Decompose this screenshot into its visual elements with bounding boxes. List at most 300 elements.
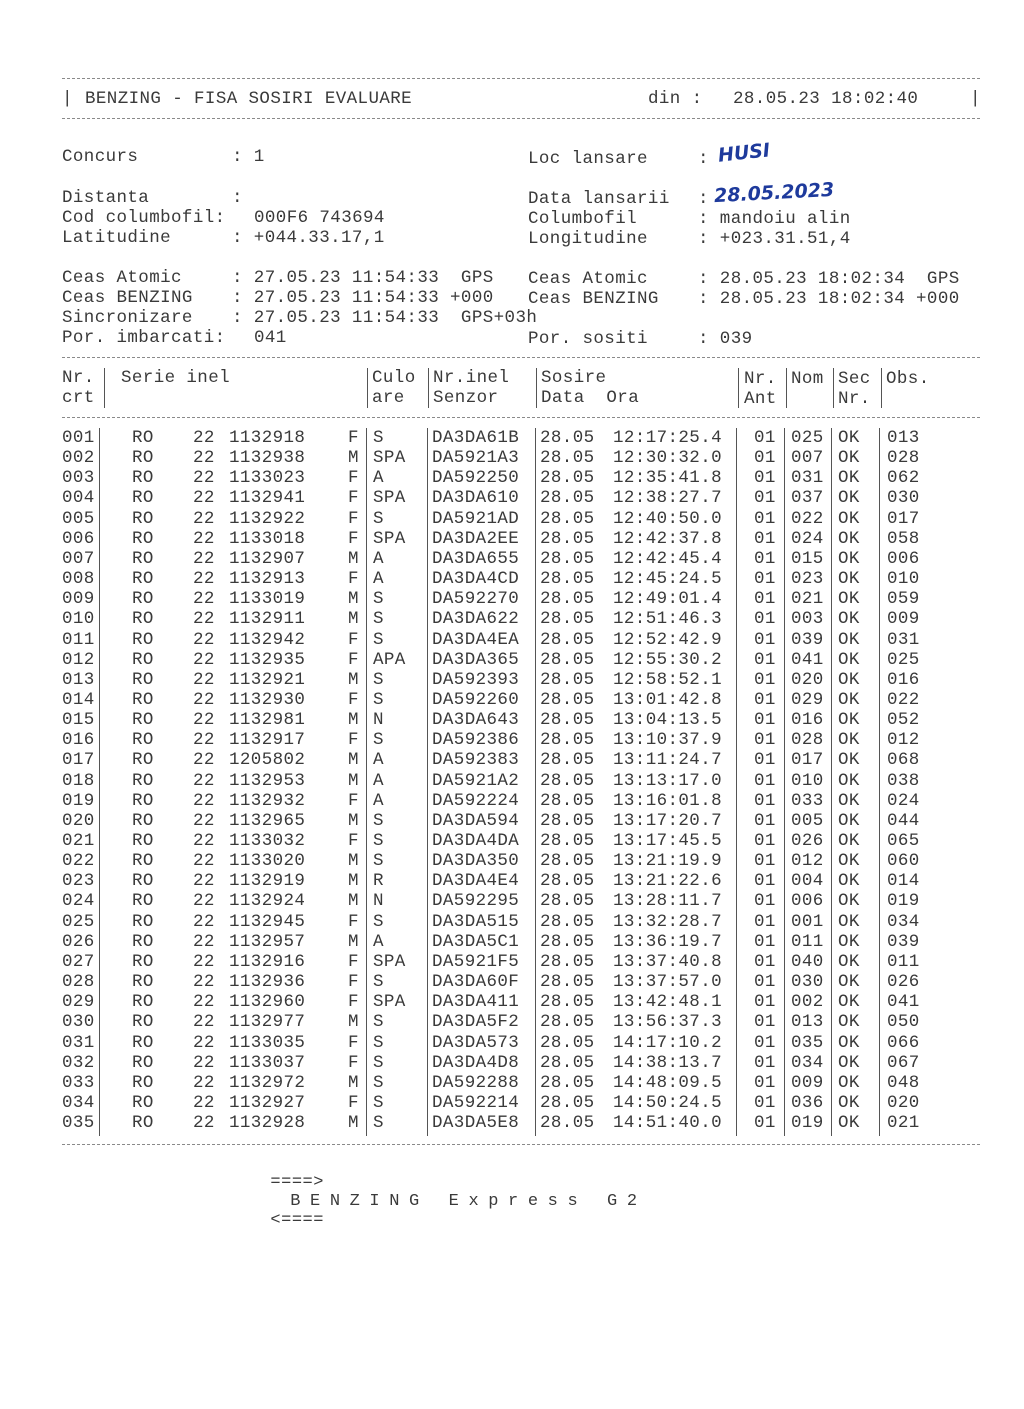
- table-row: [0, 992, 1024, 1012]
- cell-time: 13:21:19.9: [613, 851, 723, 872]
- cell-time: 12:35:41.8: [613, 468, 723, 489]
- cell-sensor: DA3DA5C1: [432, 931, 520, 952]
- cell-antenna: 01: [754, 750, 776, 771]
- latitudine-value: : +044.33.17,1: [232, 228, 385, 248]
- cell-date: 28.05: [540, 448, 595, 469]
- cell-time: 14:38:13.7: [613, 1052, 723, 1073]
- cell-sensor: DA3DA411: [432, 992, 520, 1013]
- header-sec-nr: Nr.: [838, 389, 871, 409]
- cell-antenna: 01: [754, 1072, 776, 1093]
- cell-nr-crt: 005: [62, 508, 95, 529]
- cell-ring-number: 1132927: [229, 1092, 306, 1113]
- cell-sex: F: [348, 730, 359, 751]
- cell-date: 28.05: [540, 528, 595, 549]
- cell-sensor: DA3DA4CD: [432, 569, 520, 590]
- cell-color: SPA: [373, 528, 406, 549]
- ceas-atomic-label: Ceas Atomic: [62, 268, 182, 288]
- cell-sec: OK: [838, 609, 860, 630]
- cell-nom: 013: [791, 1012, 824, 1033]
- cell-nom: 039: [791, 629, 824, 650]
- cell-sensor: DA3DA515: [432, 911, 520, 932]
- table-row: [0, 1053, 1024, 1073]
- cell-nr-crt: 015: [62, 710, 95, 731]
- cell-time: 14:48:09.5: [613, 1072, 723, 1093]
- cell-color: A: [373, 569, 384, 590]
- cell-antenna: 01: [754, 1012, 776, 1033]
- cell-obs: 050: [887, 1012, 920, 1033]
- cell-year: 22: [193, 1032, 215, 1053]
- cell-year: 22: [193, 770, 215, 791]
- cell-obs: 006: [887, 548, 920, 569]
- cell-year: 22: [193, 931, 215, 952]
- cell-nr-crt: 007: [62, 548, 95, 569]
- cell-date: 28.05: [540, 710, 595, 731]
- cell-sensor: DA5921F5: [432, 951, 520, 972]
- cell-sensor: DA592214: [432, 1092, 520, 1113]
- cell-color: N: [373, 891, 384, 912]
- col-divider: [786, 368, 787, 408]
- cell-nom: 023: [791, 569, 824, 590]
- distanta-label: Distanta: [62, 188, 150, 208]
- cell-ring-number: 1132918: [229, 428, 306, 448]
- cell-date: 28.05: [540, 669, 595, 690]
- table-row: [0, 1033, 1024, 1053]
- cell-color: S: [373, 911, 384, 932]
- header-data-ora: Data Ora: [541, 388, 640, 408]
- cell-color: S: [373, 1052, 384, 1073]
- header-nr-ant: Nr.: [744, 369, 777, 389]
- cell-sensor: DA3DA5E8: [432, 1113, 520, 1134]
- cell-nom: 022: [791, 508, 824, 529]
- cell-sec: OK: [838, 488, 860, 509]
- cell-date: 28.05: [540, 569, 595, 590]
- cell-obs: 044: [887, 810, 920, 831]
- cell-year: 22: [193, 951, 215, 972]
- cell-date: 28.05: [540, 790, 595, 811]
- cell-year: 22: [193, 609, 215, 630]
- cell-sensor: DA3DA573: [432, 1032, 520, 1053]
- cell-nr-crt: 016: [62, 730, 95, 751]
- cell-country: RO: [132, 871, 154, 892]
- cell-sex: F: [348, 831, 359, 851]
- cell-country: RO: [132, 528, 154, 549]
- cell-nr-crt: 035: [62, 1113, 95, 1134]
- cell-date: 28.05: [540, 992, 595, 1013]
- cell-obs: 020: [887, 1092, 920, 1113]
- cell-sensor: DA592260: [432, 689, 520, 710]
- cell-antenna: 01: [754, 931, 776, 952]
- cell-antenna: 01: [754, 589, 776, 610]
- cell-time: 13:37:40.8: [613, 951, 723, 972]
- cell-color: S: [373, 609, 384, 630]
- cell-ring-number: 1132957: [229, 931, 306, 952]
- cell-nom: 036: [791, 1092, 824, 1113]
- cell-nom: 005: [791, 810, 824, 831]
- cell-obs: 038: [887, 770, 920, 791]
- cell-obs: 025: [887, 649, 920, 670]
- header-nom: Nom: [791, 369, 824, 389]
- cell-sensor: DA5921A2: [432, 770, 520, 791]
- cell-antenna: 01: [754, 1052, 776, 1073]
- cell-year: 22: [193, 589, 215, 610]
- cell-antenna: 01: [754, 1092, 776, 1113]
- cell-time: 13:36:19.7: [613, 931, 723, 952]
- date-value: 28.05.23 18:02:40: [733, 89, 919, 109]
- cell-sex: M: [348, 931, 359, 952]
- col-divider: [881, 368, 882, 408]
- cell-date: 28.05: [540, 548, 595, 569]
- cell-obs: 028: [887, 448, 920, 469]
- cell-nom: 009: [791, 1072, 824, 1093]
- footer-right-arrow: <====: [270, 1211, 324, 1230]
- cell-color: SPA: [373, 448, 406, 469]
- cell-color: SPA: [373, 992, 406, 1013]
- header-obs: Obs.: [886, 369, 930, 389]
- cell-antenna: 01: [754, 569, 776, 590]
- cell-nom: 016: [791, 710, 824, 731]
- cell-obs: 059: [887, 589, 920, 610]
- cell-country: RO: [132, 468, 154, 489]
- cell-nom: 026: [791, 831, 824, 851]
- cell-color: SPA: [373, 951, 406, 972]
- cell-year: 22: [193, 448, 215, 469]
- cell-date: 28.05: [540, 508, 595, 529]
- cell-color: S: [373, 730, 384, 751]
- cell-color: S: [373, 1072, 384, 1093]
- cell-sec: OK: [838, 871, 860, 892]
- cell-year: 22: [193, 831, 215, 851]
- col-divider: [367, 368, 368, 408]
- cell-date: 28.05: [540, 750, 595, 771]
- columbofil-value: : mandoiu alin: [698, 209, 851, 229]
- cell-sex: M: [348, 710, 359, 731]
- cell-year: 22: [193, 1052, 215, 1073]
- cell-color: A: [373, 931, 384, 952]
- cell-nr-crt: 009: [62, 589, 95, 610]
- cell-year: 22: [193, 790, 215, 811]
- report-title: BENZING - FISA SOSIRI EVALUARE: [85, 89, 413, 109]
- cell-sec: OK: [838, 689, 860, 710]
- table-row: [0, 791, 1024, 811]
- cell-time: 12:51:46.3: [613, 609, 723, 630]
- cell-sex: F: [348, 1052, 359, 1073]
- cell-ring-number: 1132907: [229, 548, 306, 569]
- cell-nr-crt: 006: [62, 528, 95, 549]
- cell-date: 28.05: [540, 851, 595, 872]
- cell-color: A: [373, 548, 384, 569]
- cell-sex: F: [348, 569, 359, 590]
- cell-nr-crt: 004: [62, 488, 95, 509]
- cell-antenna: 01: [754, 871, 776, 892]
- cell-date: 28.05: [540, 1092, 595, 1113]
- header-sosire: Sosire: [541, 368, 607, 388]
- cell-color: S: [373, 851, 384, 872]
- footer-left-arrow: ====>: [270, 1173, 324, 1192]
- cell-nom: 006: [791, 891, 824, 912]
- cell-nom: 004: [791, 871, 824, 892]
- cell-ring-number: 1132936: [229, 972, 306, 993]
- cell-sec: OK: [838, 649, 860, 670]
- cell-sex: F: [348, 629, 359, 650]
- cell-color: A: [373, 750, 384, 771]
- cell-sex: M: [348, 589, 359, 610]
- cell-nom: 025: [791, 428, 824, 448]
- cell-sec: OK: [838, 810, 860, 831]
- table-row: [0, 428, 1024, 448]
- cell-sensor: DA3DA655: [432, 548, 520, 569]
- cell-sensor: DA3DA350: [432, 851, 520, 872]
- cell-ring-number: 1132924: [229, 891, 306, 912]
- cell-time: 12:58:52.1: [613, 669, 723, 690]
- cell-nr-crt: 030: [62, 1012, 95, 1033]
- cell-nr-crt: 022: [62, 851, 95, 872]
- cell-year: 22: [193, 548, 215, 569]
- header-culo: Culo: [372, 368, 416, 388]
- cell-antenna: 01: [754, 448, 776, 469]
- cell-sex: F: [348, 428, 359, 448]
- cell-time: 13:42:48.1: [613, 992, 723, 1013]
- cell-nom: 031: [791, 468, 824, 489]
- cell-antenna: 01: [754, 1113, 776, 1134]
- table-bottom-rule: [62, 1144, 980, 1145]
- cell-antenna: 01: [754, 488, 776, 509]
- cell-nom: 030: [791, 972, 824, 993]
- cell-obs: 041: [887, 992, 920, 1013]
- cell-ring-number: 1132922: [229, 508, 306, 529]
- cell-time: 12:49:01.4: [613, 589, 723, 610]
- concurs-value: : 1: [232, 147, 265, 167]
- cell-sensor: DA3DA60F: [432, 972, 520, 993]
- cell-time: 14:51:40.0: [613, 1113, 723, 1134]
- cell-sex: M: [348, 669, 359, 690]
- cell-country: RO: [132, 931, 154, 952]
- cell-nom: 021: [791, 589, 824, 610]
- cell-country: RO: [132, 951, 154, 972]
- cell-obs: 014: [887, 871, 920, 892]
- table-top-rule: [62, 357, 980, 358]
- cell-year: 22: [193, 810, 215, 831]
- distanta-value: :: [232, 188, 243, 208]
- cell-time: 13:37:57.0: [613, 972, 723, 993]
- cell-sensor: DA3DA61B: [432, 428, 520, 448]
- cell-antenna: 01: [754, 508, 776, 529]
- cell-sensor: DA3DA643: [432, 710, 520, 731]
- table-row: [0, 569, 1024, 589]
- cell-obs: 030: [887, 488, 920, 509]
- cell-year: 22: [193, 730, 215, 751]
- cell-obs: 019: [887, 891, 920, 912]
- cell-year: 22: [193, 992, 215, 1013]
- cell-nom: 001: [791, 911, 824, 932]
- cell-sec: OK: [838, 831, 860, 851]
- cell-sex: M: [348, 770, 359, 791]
- header-sec: Sec: [838, 369, 871, 389]
- cell-country: RO: [132, 770, 154, 791]
- cell-time: 13:01:42.8: [613, 689, 723, 710]
- table-row: [0, 549, 1024, 569]
- header-ant: Ant: [744, 389, 777, 409]
- cell-sec: OK: [838, 528, 860, 549]
- cell-country: RO: [132, 730, 154, 751]
- table-row: [0, 891, 1024, 911]
- cell-nr-crt: 020: [62, 810, 95, 831]
- cell-color: S: [373, 589, 384, 610]
- cell-year: 22: [193, 689, 215, 710]
- cell-country: RO: [132, 569, 154, 590]
- cell-country: RO: [132, 1012, 154, 1033]
- cell-sex: F: [348, 689, 359, 710]
- cell-nr-crt: 029: [62, 992, 95, 1013]
- cell-sex: F: [348, 488, 359, 509]
- cell-color: S: [373, 972, 384, 993]
- cell-nr-crt: 011: [62, 629, 95, 650]
- cell-time: 13:13:17.0: [613, 770, 723, 791]
- cell-sex: M: [348, 448, 359, 469]
- cell-time: 12:45:24.5: [613, 569, 723, 590]
- cell-color: N: [373, 710, 384, 731]
- cell-sex: F: [348, 972, 359, 993]
- cell-color: SPA: [373, 488, 406, 509]
- cell-ring-number: 1132932: [229, 790, 306, 811]
- cell-nr-crt: 023: [62, 871, 95, 892]
- cell-ring-number: 1132917: [229, 730, 306, 751]
- cell-nom: 012: [791, 851, 824, 872]
- cell-sec: OK: [838, 508, 860, 529]
- cell-nr-crt: 003: [62, 468, 95, 489]
- cell-nr-crt: 028: [62, 972, 95, 993]
- date-label: din :: [648, 89, 703, 109]
- cell-ring-number: 1133018: [229, 528, 306, 549]
- cell-country: RO: [132, 548, 154, 569]
- cell-ring-number: 1132942: [229, 629, 306, 650]
- cell-sex: M: [348, 810, 359, 831]
- cell-time: 13:17:20.7: [613, 810, 723, 831]
- table-row: [0, 1012, 1024, 1032]
- ceas-benzing-value: : 27.05.23 11:54:33 +000: [232, 288, 494, 308]
- cell-country: RO: [132, 1072, 154, 1093]
- cell-sec: OK: [838, 569, 860, 590]
- cell-time: 13:28:11.7: [613, 891, 723, 912]
- cell-nom: 041: [791, 649, 824, 670]
- cell-sec: OK: [838, 629, 860, 650]
- table-row: [0, 952, 1024, 972]
- cell-antenna: 01: [754, 689, 776, 710]
- cell-date: 28.05: [540, 831, 595, 851]
- cell-sex: M: [348, 1072, 359, 1093]
- cell-sec: OK: [838, 448, 860, 469]
- cell-year: 22: [193, 750, 215, 771]
- cod-columbofil-value: 000F6 743694: [254, 208, 385, 228]
- cell-sec: OK: [838, 1092, 860, 1113]
- cell-time: 12:55:30.2: [613, 649, 723, 670]
- cell-antenna: 01: [754, 468, 776, 489]
- cell-country: RO: [132, 851, 154, 872]
- cell-ring-number: 1132941: [229, 488, 306, 509]
- cell-sex: M: [348, 851, 359, 872]
- cell-year: 22: [193, 710, 215, 731]
- cell-ring-number: 1132938: [229, 448, 306, 469]
- footer-brand: [228, 1154, 666, 1249]
- header-nr: Nr.: [62, 368, 95, 388]
- cell-color: S: [373, 629, 384, 650]
- cell-year: 22: [193, 669, 215, 690]
- header-crt: crt: [62, 388, 95, 408]
- cell-sex: F: [348, 790, 359, 811]
- cell-ring-number: 1133037: [229, 1052, 306, 1073]
- cell-date: 28.05: [540, 629, 595, 650]
- cell-time: 13:11:24.7: [613, 750, 723, 771]
- cell-country: RO: [132, 710, 154, 731]
- sincronizare-label: Sincronizare: [62, 308, 193, 328]
- cell-ring-number: 1133020: [229, 851, 306, 872]
- cell-nom: 024: [791, 528, 824, 549]
- cell-color: S: [373, 689, 384, 710]
- table-row: [0, 589, 1024, 609]
- table-row: [0, 630, 1024, 650]
- cell-nr-crt: 017: [62, 750, 95, 771]
- cell-color: S: [373, 1032, 384, 1053]
- cell-sex: M: [348, 891, 359, 912]
- cell-antenna: 01: [754, 831, 776, 851]
- data-lansarii-label: Data lansarii: [528, 189, 670, 209]
- cell-sensor: DA3DA4DA: [432, 831, 520, 851]
- cell-nom: 017: [791, 750, 824, 771]
- cell-antenna: 01: [754, 891, 776, 912]
- cod-columbofil-label: Cod columbofil:: [62, 208, 226, 228]
- cell-country: RO: [132, 488, 154, 509]
- cell-obs: 067: [887, 1052, 920, 1073]
- cell-date: 28.05: [540, 1052, 595, 1073]
- cell-sex: F: [348, 528, 359, 549]
- table-row: [0, 710, 1024, 730]
- cell-sensor: DA5921AD: [432, 508, 520, 529]
- header-serie-inel: Serie inel: [121, 368, 231, 388]
- cell-color: S: [373, 428, 384, 448]
- cell-country: RO: [132, 891, 154, 912]
- cell-country: RO: [132, 589, 154, 610]
- cell-obs: 022: [887, 689, 920, 710]
- cell-ring-number: 1133035: [229, 1032, 306, 1053]
- cell-sex: M: [348, 548, 359, 569]
- cell-time: 14:50:24.5: [613, 1092, 723, 1113]
- cell-nom: 034: [791, 1052, 824, 1073]
- cell-sec: OK: [838, 1012, 860, 1033]
- cell-time: 13:21:22.6: [613, 871, 723, 892]
- cell-sex: F: [348, 1092, 359, 1113]
- cell-year: 22: [193, 629, 215, 650]
- cell-year: 22: [193, 891, 215, 912]
- latitudine-label: Latitudine: [62, 228, 172, 248]
- cell-sec: OK: [838, 1032, 860, 1053]
- cell-nom: 028: [791, 730, 824, 751]
- cell-color: A: [373, 468, 384, 489]
- longitudine-label: Longitudine: [528, 229, 648, 249]
- cell-sensor: DA592270: [432, 589, 520, 610]
- cell-sec: OK: [838, 730, 860, 751]
- cell-date: 28.05: [540, 649, 595, 670]
- cell-color: S: [373, 669, 384, 690]
- cell-antenna: 01: [754, 609, 776, 630]
- cell-country: RO: [132, 609, 154, 630]
- cell-date: 28.05: [540, 770, 595, 791]
- cell-time: 13:56:37.3: [613, 1012, 723, 1033]
- header-right-bar: |: [970, 89, 981, 109]
- cell-obs: 068: [887, 750, 920, 771]
- cell-color: A: [373, 790, 384, 811]
- columbofil-label: Columbofil: [528, 209, 638, 229]
- cell-obs: 034: [887, 911, 920, 932]
- cell-date: 28.05: [540, 972, 595, 993]
